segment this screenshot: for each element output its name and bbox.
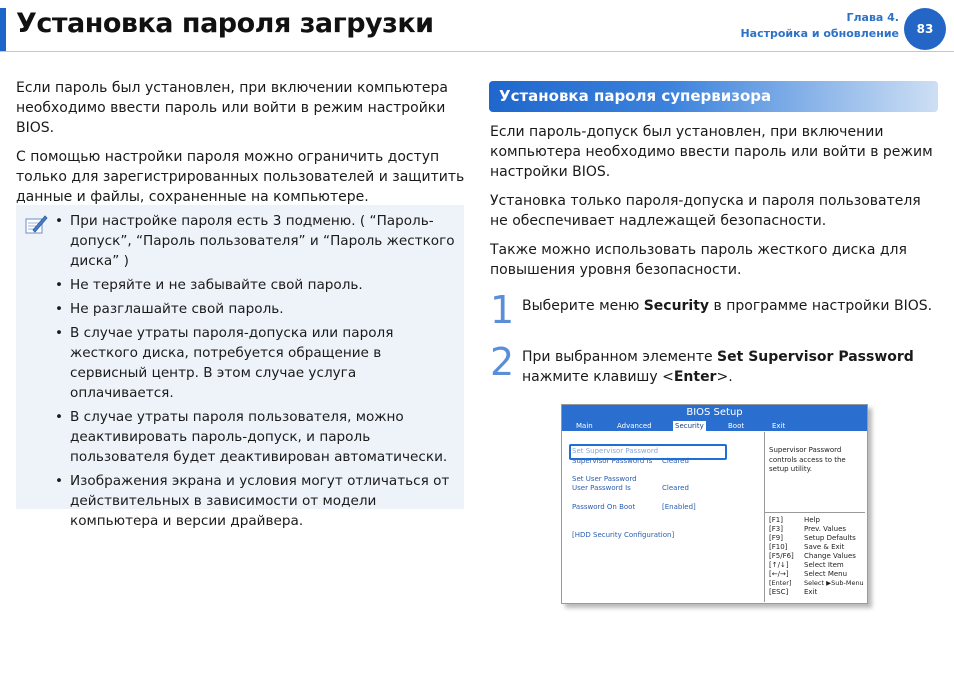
bios-value-user: Cleared [662, 484, 689, 492]
bios-menu-bar [562, 421, 867, 431]
bios-menu-exit: Exit [772, 422, 786, 430]
bios-row-set-user: Set User Password [572, 475, 637, 483]
selection-highlight [569, 444, 727, 460]
bios-key-row: [↑/↓] Select Item [769, 561, 844, 569]
step-text [522, 296, 932, 316]
chapter-label [740, 10, 899, 42]
bios-key-row: [Enter] Select ▶Sub-Menu [769, 579, 864, 587]
bios-help-divider [765, 512, 865, 513]
step-text [522, 347, 914, 387]
bios-key-row: [F10] Save & Exit [769, 543, 845, 551]
section-heading [489, 81, 938, 112]
note-box [16, 205, 464, 529]
intro-paragraph: Если пароль был установлен, при включении компьютера необходимо ввести пароль или войти в режим настройки BIOS. [16, 80, 448, 136]
step-number: 1 [490, 288, 515, 332]
bios-row-user-is: User Password Is [572, 484, 631, 492]
bios-menu-main: Main [576, 422, 593, 430]
note-item: • Изображения экрана и условия могут отличаться от действительных в зависимости от модели компьютера и версии драйвера. [70, 471, 462, 531]
note-item: • В случае утраты пароля пользователя, можно деактивировать пароль-допуск, и пароль пользователя будет деактивирован автоматически. [70, 407, 462, 467]
bios-key-row: [ESC] Exit [769, 588, 818, 596]
step-text-part: >. [716, 369, 733, 385]
step-menu-name: Security [643, 298, 710, 314]
section-paragraph: Установка только пароля-допуска и пароля пользователя не обеспечивает надлежащей безопасности. [490, 193, 921, 229]
intro-paragraph: С помощью настройки пароля можно ограничить доступ только для зарегистрированных пользователей и защитить данные и файлы, сохраненные на компьютере. [16, 149, 465, 205]
step-text-part: При выбранном элементе [522, 349, 718, 365]
bios-settings-panel [562, 432, 765, 602]
bios-key-row: [←/→] Select Menu [769, 570, 848, 578]
note-list [70, 211, 462, 535]
bios-menu-boot: Boot [728, 422, 745, 430]
bios-key-row: [F9] Setup Defaults [769, 534, 856, 542]
bios-help-text: Supervisor Password controls access to the setup utility. [769, 446, 846, 473]
bios-value-password-on-boot: [Enabled] [662, 503, 696, 511]
chapter-number: Глава 4. [846, 11, 899, 24]
bios-help-panel [765, 432, 865, 602]
note-pencil-icon [24, 213, 48, 237]
section-text [490, 122, 940, 289]
note-item: • При настройке пароля есть 3 подменю. ( “Пароль-допуск”, “Пароль пользователя” и “Пароль жесткого диска” ) [70, 211, 462, 271]
bios-key-row: [F5/F6] Change Values [769, 552, 856, 560]
section-paragraph: Также можно использовать пароль жесткого диска для повышения уровня безопасности. [490, 242, 907, 278]
note-item: • Не разглашайте свой пароль. [70, 299, 462, 319]
step-key-name: Enter [673, 369, 717, 385]
bios-menu-security: Security [675, 422, 704, 430]
title-divider [0, 51, 954, 52]
bios-row-hdd-security: [HDD Security Configuration] [572, 531, 675, 539]
bios-row-set-supervisor: Set Supervisor Password [572, 447, 659, 455]
header-accent-bar [0, 8, 6, 52]
chapter-title: Настройка и обновление [740, 27, 899, 40]
step-text-part: в программе настройки BIOS. [709, 298, 933, 314]
section-heading-text: Установка пароля супервизора [499, 87, 772, 105]
bios-key-row: [F3] Prev. Values [769, 525, 847, 533]
step-text-part: Выберите меню [522, 298, 644, 314]
section-paragraph: Если пароль-допуск был установлен, при включении компьютера необходимо ввести пароль или войти в режим настройки BIOS. [490, 124, 933, 180]
bios-row-supervisor-is: Supervisor Password Is [572, 457, 653, 465]
bios-title: BIOS Setup [562, 405, 867, 421]
page-title: Установка пароля загрузки [16, 8, 434, 39]
bios-value-supervisor: Cleared [662, 457, 689, 465]
step-number: 2 [490, 340, 515, 384]
step-text-part: нажмите клавишу < [522, 369, 674, 385]
note-item: • В случае утраты пароля-допуска или пароля жесткого диска, потребуется обращение в сервисный центр. В этом случае услуга оплачивается. [70, 323, 462, 403]
bios-screenshot [561, 404, 868, 604]
page-number-badge: 83 [904, 8, 946, 50]
bios-menu-advanced: Advanced [617, 422, 652, 430]
step-item-name: Set Supervisor Password [717, 349, 914, 365]
note-item: • Не теряйте и не забывайте свой пароль. [70, 275, 462, 295]
intro-text [16, 78, 466, 216]
bios-row-password-on-boot: Password On Boot [572, 503, 636, 511]
bios-key-row: [F1] Help [769, 516, 820, 524]
